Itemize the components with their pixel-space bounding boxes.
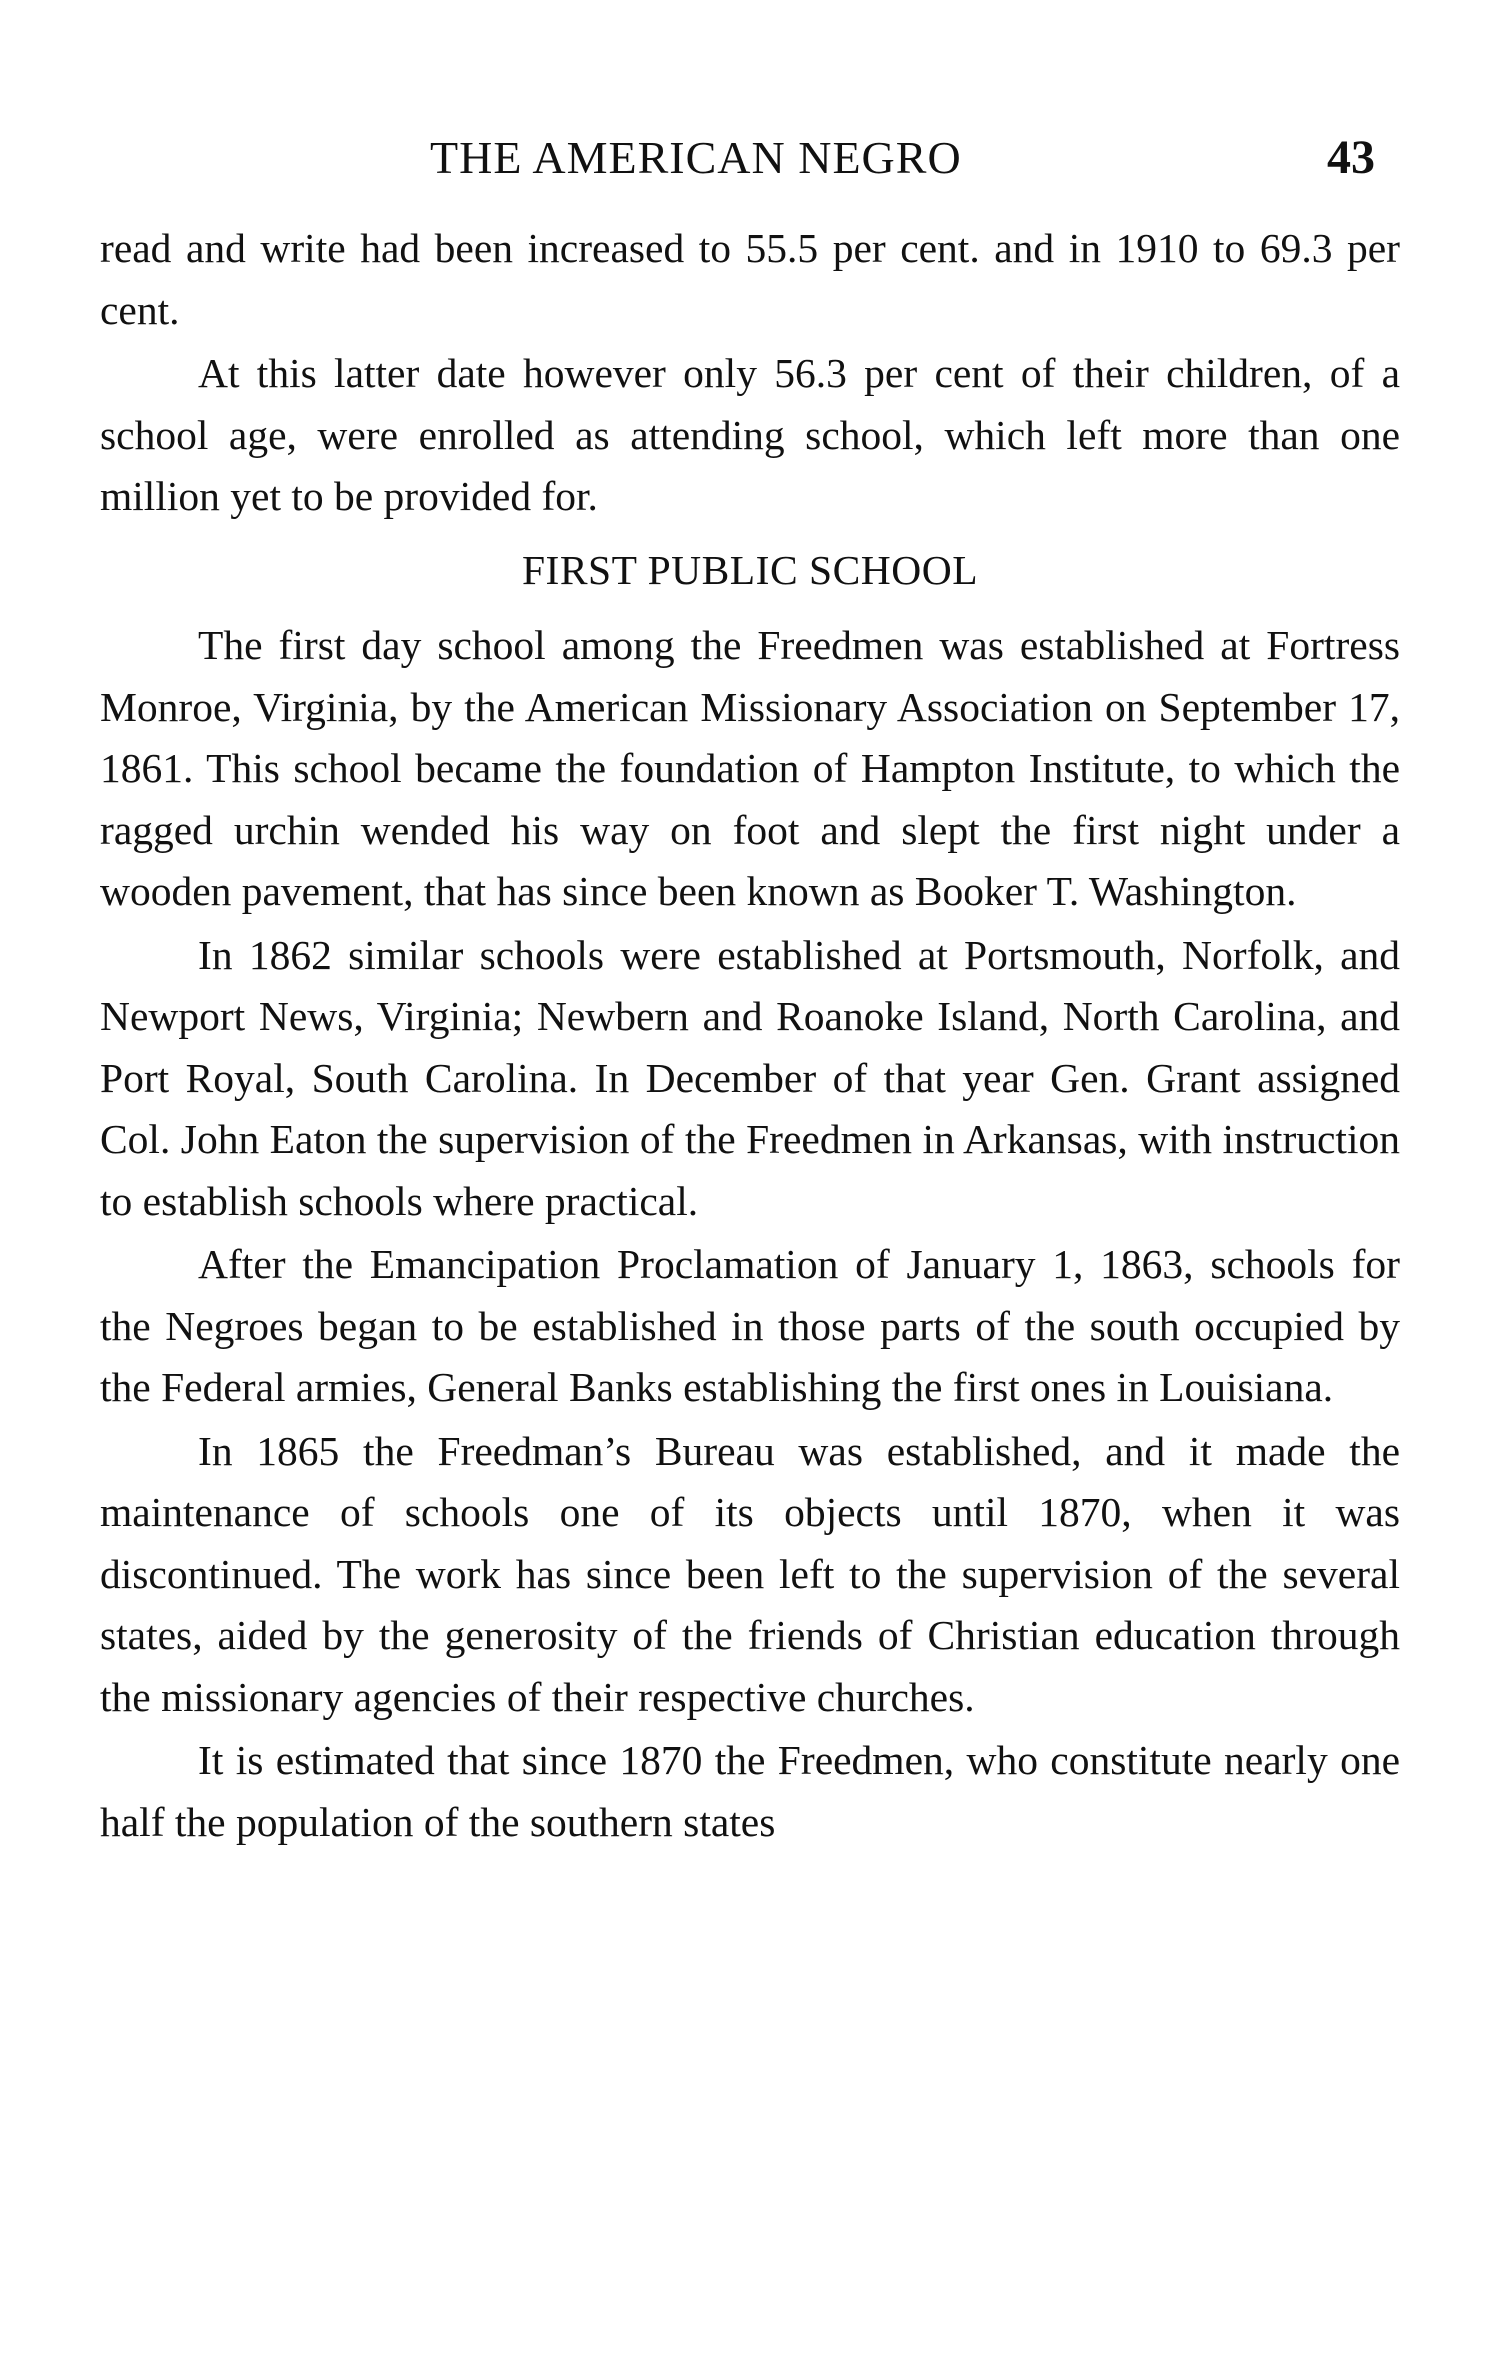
paragraph-freedmans-bureau: In 1865 the Freedman’s Bureau was established, and it made the maintenance of schools one of its objects until 1870, when it was discontinued. The work has since been left to the supervision of the several states, aided by the generosity of the friends of Christian education through the missionary agencies of their respective churches.: [100, 1427, 1400, 1720]
paragraph-first-school: The first day school among the Freedmen was established at Fortress Monroe, Virginia, by the American Missionary Association on September 17, 1861. This school became the foundation of Hampton Institute, to which the ragged urchin wended his way on foot and slept the first night under a wooden pavement, that has since been known as Booker T. Washington.: [100, 622, 1400, 914]
paragraph-estimate: It is estimated that since 1870 the Freedmen, who constitute nearly one half the population of the southern states: [100, 1737, 1400, 1845]
paragraph-1862-schools: In 1862 similar schools were established at Portsmouth, Norfolk, and Newport News, Virginia; Newbern and Roanoke Island, North Carolina, and Port Royal, South Carolina. In December of that year Gen. Grant assigned Col. John Eaton the supervision of the Freedmen in Arkansas, with instruction to establish schools where practical.: [100, 931, 1400, 1224]
running-title: THE AMERICAN NEGRO: [430, 132, 962, 183]
running-head: [100, 118, 1400, 198]
page-number: 43: [1327, 131, 1375, 184]
section-heading: FIRST PUBLIC SCHOOL: [521, 546, 979, 593]
paragraph-emancipation: After the Emancipation Proclamation of January 1, 1863, schools for the Negroes began to be established in those parts of the south occupied by the Federal armies, General Banks establishing the first ones in Louisiana.: [100, 1241, 1400, 1410]
paragraph-enrollment: At this latter date however only 56.3 per cent of their children, of a school age, were enrolled as attending school, which left more than one million yet to be provided for.: [100, 350, 1400, 519]
paragraph-continuation: read and write had been increased to 55.5 per cent. and in 1910 to 69.3 per cent.: [100, 225, 1400, 333]
book-page: [100, 118, 1400, 1853]
